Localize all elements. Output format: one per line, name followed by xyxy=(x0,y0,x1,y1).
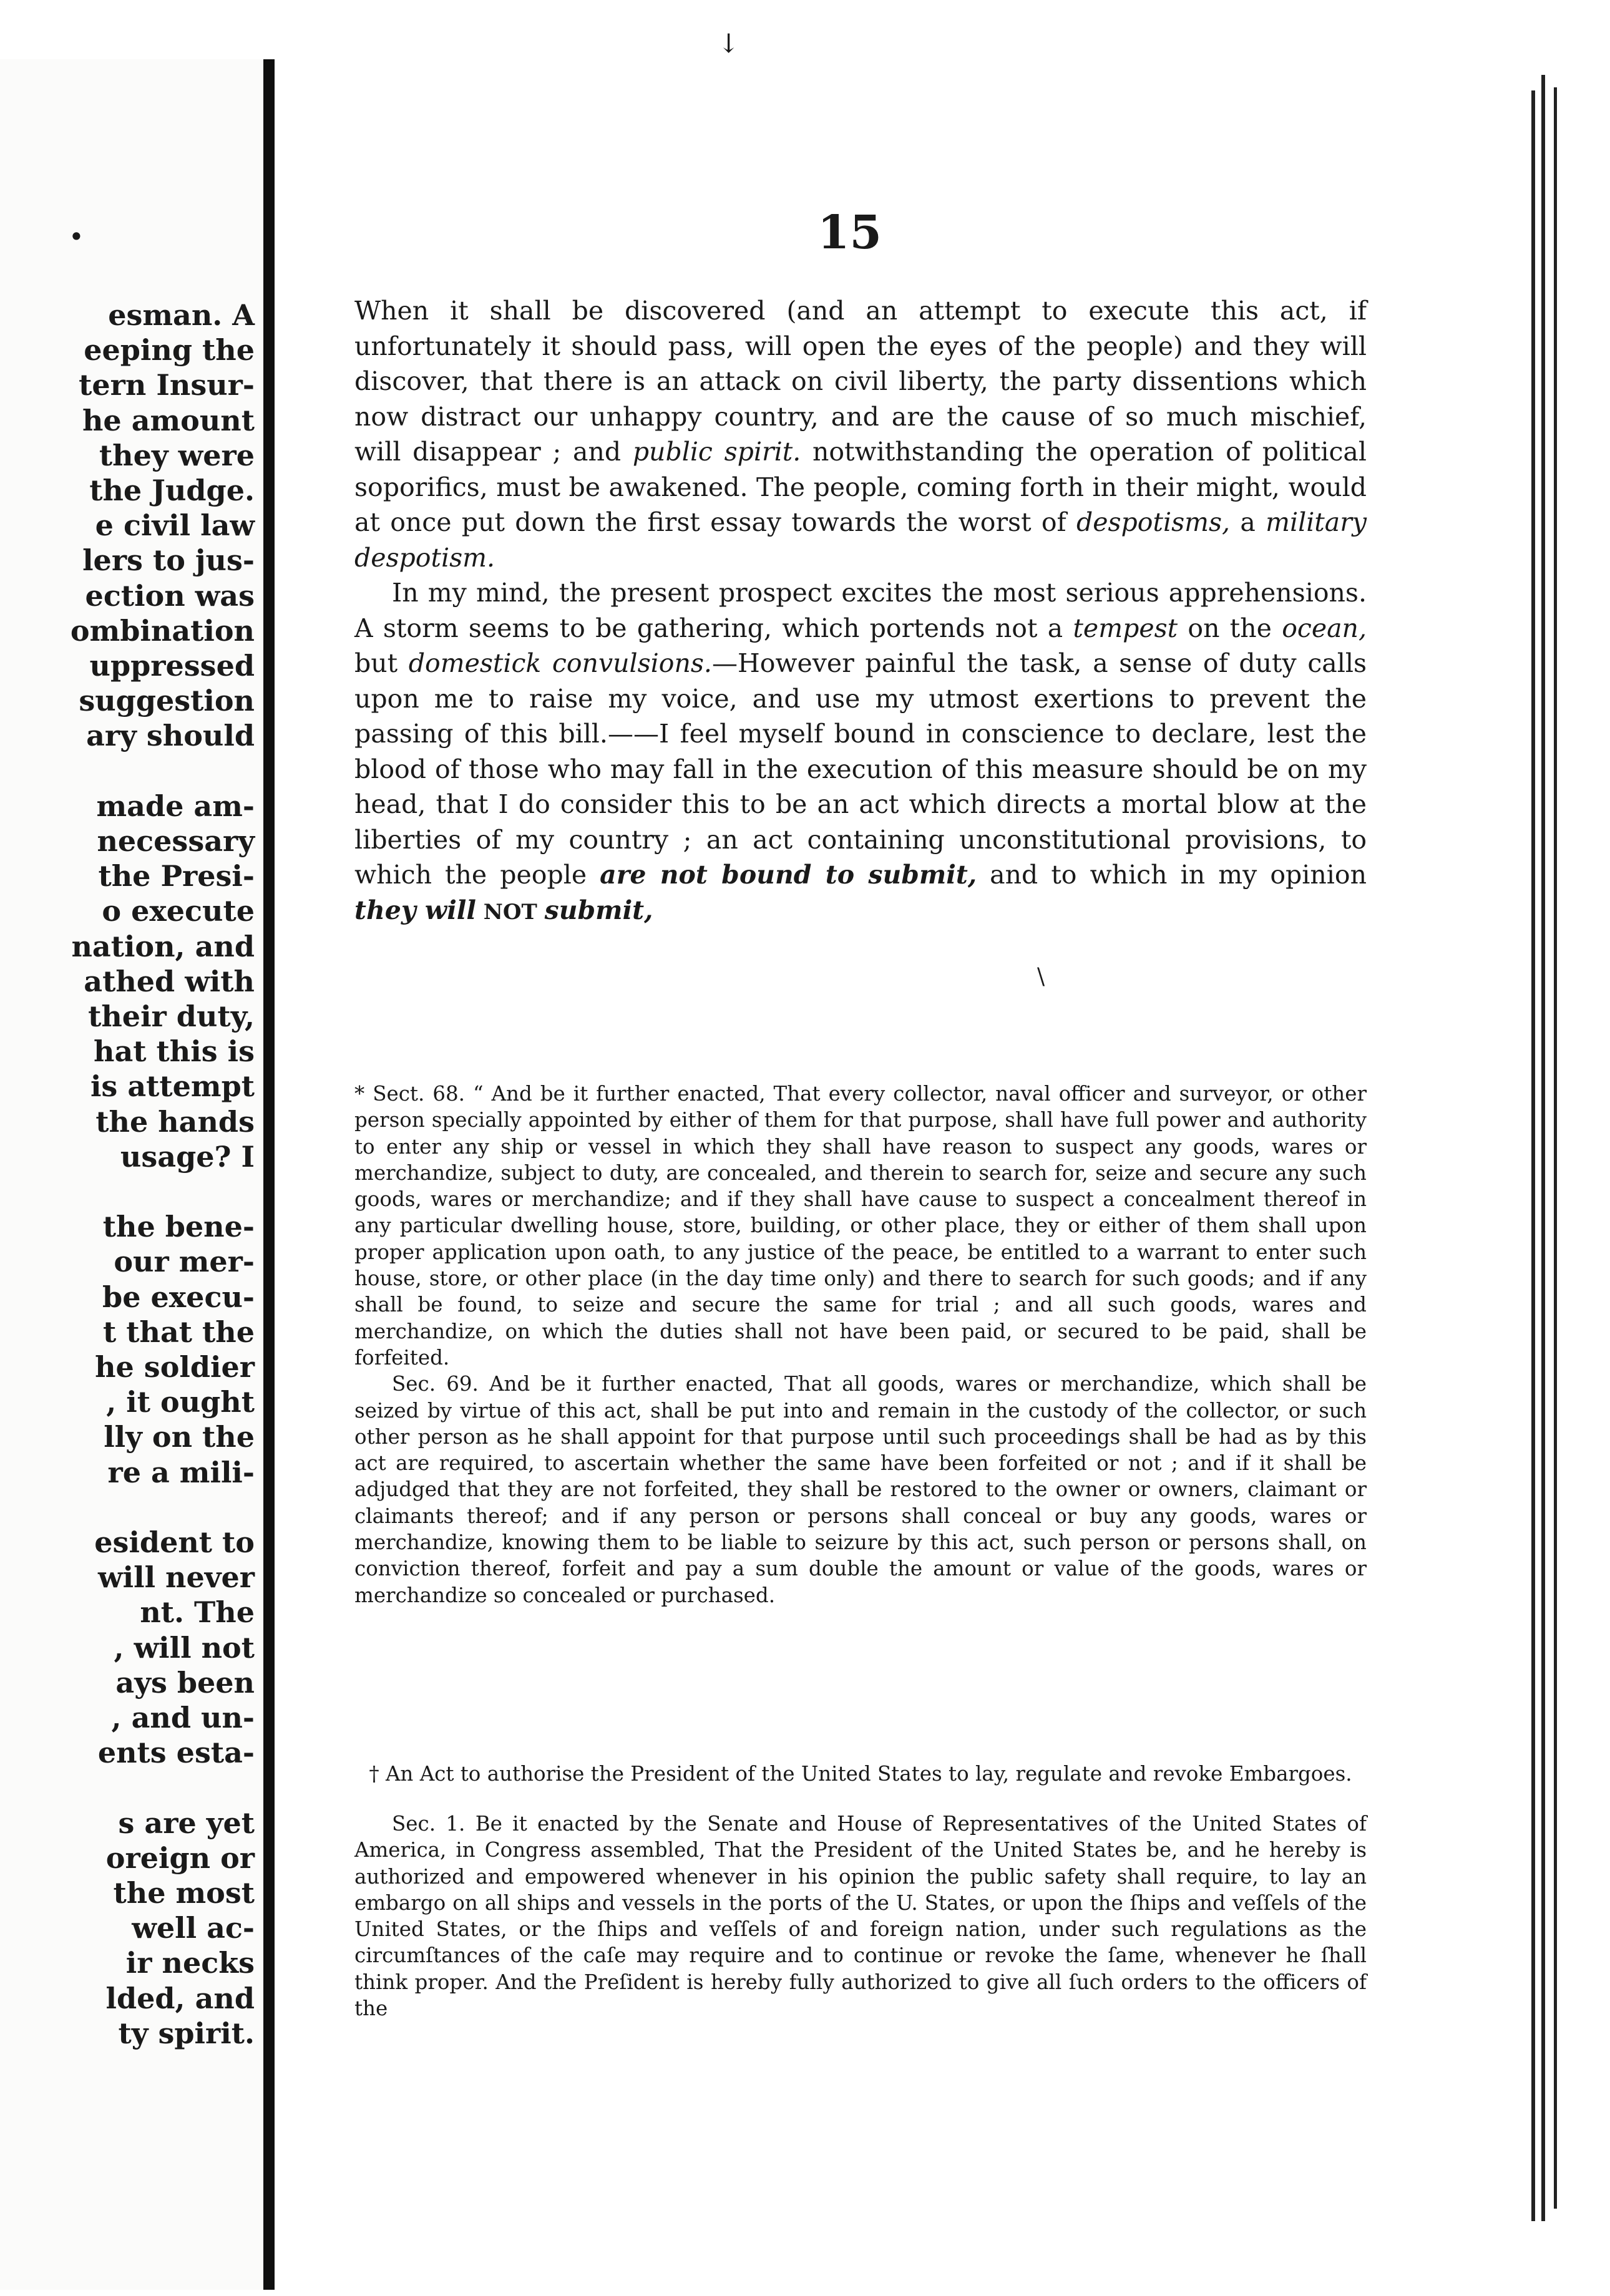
left-page-line: the bene- xyxy=(102,1210,255,1244)
page-number: 15 xyxy=(817,206,882,260)
paragraph-1-italic-despotisms: despotisms, xyxy=(1076,507,1231,537)
left-page-line: ary should xyxy=(86,719,255,753)
top-pencil-mark: ↓ xyxy=(718,28,740,59)
paragraph-1-text-c: notwithstanding the operation of political soporifics, must be awakened. The people, coming forth in their might, would at once put down the first essay towards the worst of xyxy=(354,437,1367,537)
left-page-line: eeping the xyxy=(84,333,255,367)
left-page-line: is attempt xyxy=(90,1069,255,1104)
left-page-line: suggestion xyxy=(79,684,255,718)
paragraph-2-italic-they-will: they will xyxy=(354,895,476,925)
left-page-line: esman. A xyxy=(108,298,255,332)
left-margin-dot: • xyxy=(69,221,84,252)
left-facing-page xyxy=(0,59,262,2290)
left-page-line: lded, and xyxy=(105,1981,255,2015)
paragraph-2-text-c: on the xyxy=(1178,613,1282,643)
left-page-line: o execute xyxy=(102,894,255,928)
left-page-line: ection was xyxy=(85,578,255,613)
paragraph-2-italic-ocean: ocean, xyxy=(1282,613,1367,643)
left-page-line: ir necks xyxy=(125,1946,255,1980)
left-page-line: ombination xyxy=(70,613,255,648)
paragraph-2-italic-domestick-convulsions: domestick convulsions. xyxy=(408,648,712,678)
left-page-line: re a mili- xyxy=(107,1455,255,1489)
page-edge-1 xyxy=(1531,90,1535,2221)
left-page-line: oreign or xyxy=(105,1841,255,1875)
left-page-line: the Judge. xyxy=(89,474,255,507)
paragraph-2-italic-not-bound: are not bound to submit, xyxy=(600,860,977,890)
left-page-line: necessary xyxy=(97,824,255,858)
left-page-line: lers to jus- xyxy=(82,543,255,578)
left-page-line: well ac- xyxy=(132,1911,255,1945)
left-page-line: will never xyxy=(98,1560,255,1595)
footnote-dagger-sec-1: Sec. 1. Be it enacted by the Senate and House of Representatives of the United States of America, in Congress assembled, That the President of the United States be, and he hereby is authorized and empowered whenever in his opinion the public safety shall require, to lay an embargo on all ships and vessels in the ports of the U. States, or upon the ſhips and veſſels of the United States, or the ſhips and veſſels of and foreign nation, under such regulations as the circumſtances of the caſe may require and to continue or revoke the ſame, whenever he ſhall think proper. And the Preſident is hereby fully authorized to give all ſuch orders to the officers of the xyxy=(354,1812,1367,2021)
footnote-dagger-title-block xyxy=(354,1761,1367,1787)
left-page-line: he soldier xyxy=(95,1350,255,1384)
left-page-line: they were xyxy=(99,438,255,472)
paragraph-1-italic-military-despotism: military despotism. xyxy=(354,507,1367,573)
left-page-line: , and un- xyxy=(111,1701,255,1734)
body-tick-mark: \ xyxy=(1037,964,1045,990)
page-edge-2 xyxy=(1541,75,1545,2221)
paragraph-1-text-a: When it shall be discovered (and an attempt to execute this act, if unfortunately it should pass, will open the eyes of the people) and they will discover, that there is an attack on civil liberty, the party dissentions which now distract our unhappy country, and are the cause of so much mischief, will disappear ; and xyxy=(354,296,1367,467)
footnote-sec-69: Sec. 69. And be it further enacted, That all goods, wares or merchandize, which shall be seized by virtue of this act, shall be put into and remain in the custody of the collector, or such other person as he shall appoint for that purpose until such proceedings shall be had as by this act are required, to ascertain whether the same have been forfeited or not ; and if it shall be adjudged that they are not forfeited, they shall be restored to the owner or owners, claimant or claimants thereof; and if any person or persons shall conceal or buy any goods, wares or merchandize, knowing them to be liable to seizure by this act, such person or persons shall, on conviction thereof, forfeit and pay a sum double the amount or value of the goods, wares or merchandize so concealed or purchased. xyxy=(354,1372,1367,1607)
left-page-line: tern Insur- xyxy=(79,368,255,402)
paragraph-2-smallcaps-not: NOT xyxy=(476,899,545,925)
left-page-line: ents esta- xyxy=(97,1736,255,1770)
paragraph-1-text-e: a xyxy=(1230,507,1266,537)
footnote-dagger-body xyxy=(354,1811,1367,2021)
main-text xyxy=(354,293,1367,930)
left-page-line: lly on the xyxy=(104,1420,255,1454)
left-page-line: made am- xyxy=(96,789,255,823)
left-page-line: , will not xyxy=(114,1630,255,1665)
page-edge-3 xyxy=(1554,87,1557,2209)
paragraph-1 xyxy=(354,293,1367,575)
left-page-line: , it ought xyxy=(106,1385,255,1419)
paragraph-2-text-a: In my mind, the present prospect excites the most serious apprehensions. A storm seems to be gathering, which portends not a xyxy=(354,578,1367,643)
left-page-line: their duty, xyxy=(88,1000,255,1033)
paragraph-1-italic-public-spirit: public spirit. xyxy=(632,437,801,467)
left-page-line: nation, and xyxy=(71,929,255,963)
footnote-dagger-title: † An Act to authorise the President of the United States to lay, regulate and revoke Embargoes. xyxy=(369,1762,1352,1786)
left-page-line: usage? I xyxy=(120,1139,255,1174)
left-page-line: the hands xyxy=(95,1104,255,1139)
paragraph-2-text-i: and to which in my opinion xyxy=(977,860,1367,890)
left-page-line: hat this is xyxy=(94,1034,255,1069)
footnote-star xyxy=(354,1081,1367,1608)
paragraph-2-italic-tempest: tempest xyxy=(1073,613,1178,643)
paragraph-2-italic-submit: submit, xyxy=(544,895,653,925)
left-page-line: t that the xyxy=(103,1315,255,1349)
paragraph-2-text-g: —However painful the task, a sense of duty calls upon me to raise my voice, and use my utmost exertions to prevent the passing of this bill.——I feel myself bound in conscience to declare, lest the blood of those who may fall in the execution of this measure should be on my head, that I do consider this to be an act which directs a mortal blow at the liberties of my country ; an act containing unconstitutional provisions, to which the people xyxy=(354,648,1367,890)
left-page-line: s are yet xyxy=(118,1806,255,1840)
left-page-line: he amount xyxy=(82,403,255,437)
left-page-line: uppressed xyxy=(89,649,255,683)
left-page-line: nt. The xyxy=(140,1595,255,1630)
left-page-line: esident to xyxy=(94,1525,255,1559)
left-page-line: the most xyxy=(113,1876,255,1910)
left-page-line: e civil law xyxy=(95,508,255,543)
footnote-sect-68: * Sect. 68. “ And be it further enacted, That every collector, naval officer and surveyor, or other person specially appointed by either of them for that purpose, shall have full power and authority to enter any ship or vessel in which they shall have reason to suspect any goods, wares or merchandize, subject to duty, are concealed, and therein to search for, seize and secure any such goods, wares or merchandize; and if they shall have cause to suspect a concealment thereof in any particular dwelling house, store, building, or other place, they or either of them shall upon proper application upon oath, to any justice of the peace, be entitled to a warrant to enter such house, store, or other place (in the day time only) and there to search for such goods; and if any shall be found, to seize and secure the same for trial ; and all such goods, wares and merchandize, on which the duties shall not have been paid, or secured to be paid, shall be forfeited. xyxy=(354,1082,1367,1369)
paragraph-2-text-e: but xyxy=(354,648,409,678)
paragraph-2 xyxy=(354,575,1367,930)
left-page-line: athed with xyxy=(84,964,255,998)
left-page-line: be execu- xyxy=(102,1280,255,1314)
left-page-line: ays been xyxy=(115,1665,255,1700)
left-page-line: ty spirit. xyxy=(118,2016,255,2050)
left-page-line: our mer- xyxy=(114,1245,255,1279)
book-spine xyxy=(263,59,275,2290)
left-page-line: the Presi- xyxy=(98,859,255,893)
